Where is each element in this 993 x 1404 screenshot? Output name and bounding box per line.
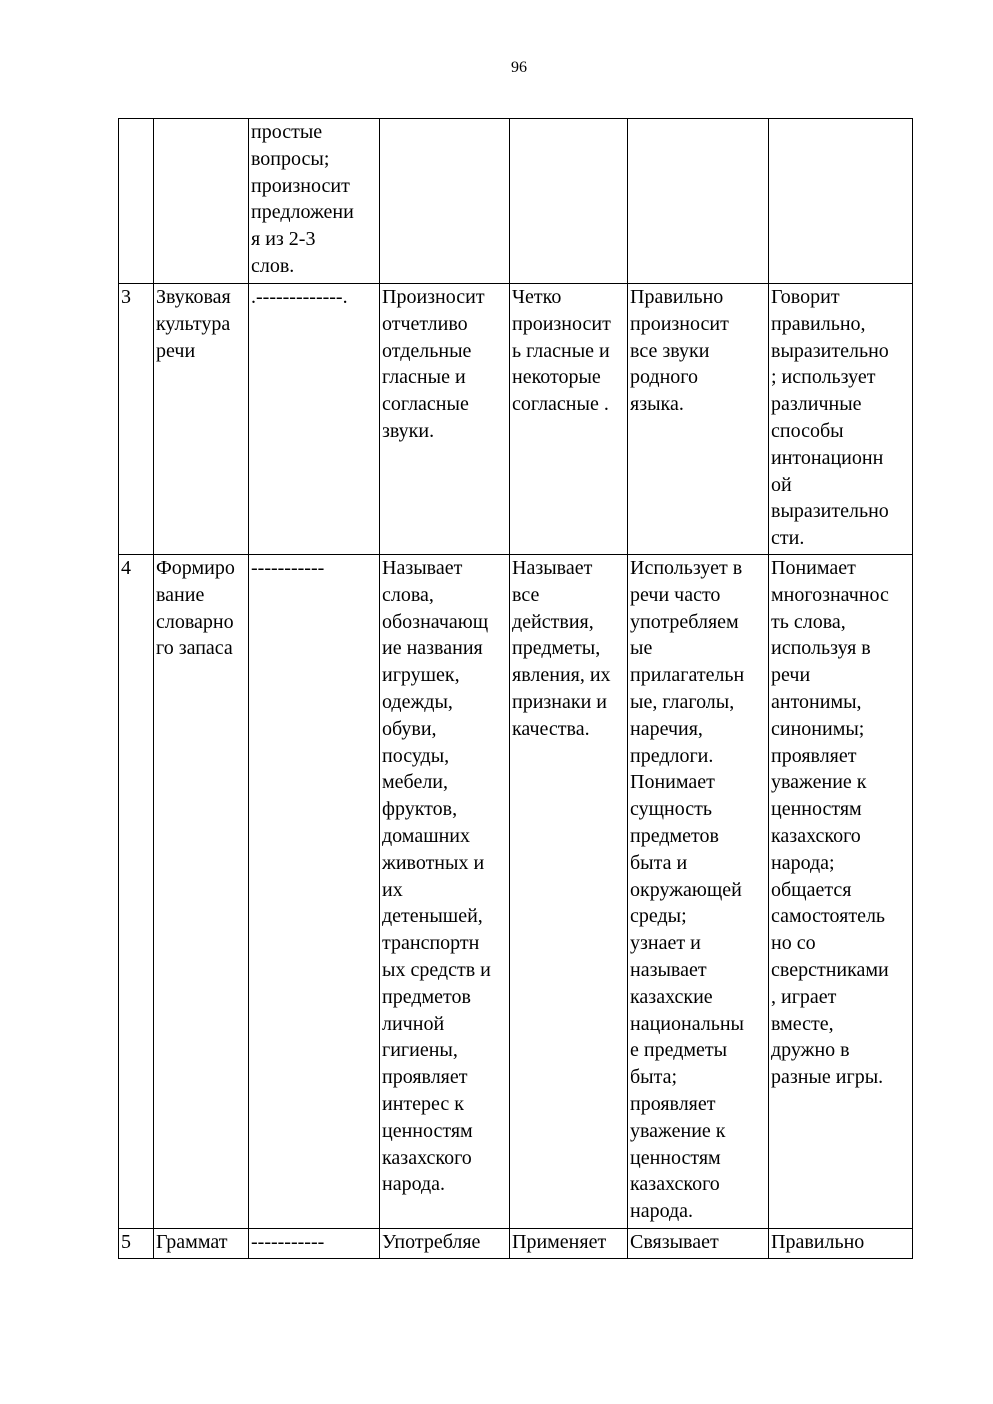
table-cell: Говорит правильно, выразительно ; использует различные способы интонационн ой выразительно сти. [769, 284, 913, 555]
table-cell: Употребляе [380, 1229, 510, 1259]
row-number-cell: 3 [119, 284, 154, 555]
table-cell: ----------- [249, 555, 380, 1229]
table-cell: ----------- [249, 1229, 380, 1259]
row-number-cell [119, 119, 154, 284]
table-cell: Четко произносит ь гласные и некоторые согласные . [510, 284, 628, 555]
row-number-cell: 5 [119, 1229, 154, 1259]
table-cell: Использует в речи часто употребляем ые прилагательн ые, глаголы, наречия, предлоги. Понимает сущность предметов быта и окружающей среды; узнает и называет казахские национальны е предметы быта; проявляет уважение к ценностям казахского народа. [628, 555, 769, 1229]
program-table [118, 118, 913, 1259]
table-row [119, 119, 913, 284]
table-cell [510, 119, 628, 284]
table-row [119, 1229, 913, 1259]
table-cell: Правильно произносит все звуки родного языка. [628, 284, 769, 555]
table-cell: Произносит отчетливо отдельные гласные и согласные звуки. [380, 284, 510, 555]
table-cell: Называет слова, обозначающ ие названия игрушек, одежды, обуви, посуды, мебели, фруктов, домашних животных и их детенышей, транспортн ых средств и предметов личной гигиены, проявляет интерес к ценностям казахского народа. [380, 555, 510, 1229]
table-cell [628, 119, 769, 284]
table-row [119, 555, 913, 1229]
section-cell: Звуковая культура речи [154, 284, 249, 555]
table-cell: Понимает многозначнос ть слова, используя в речи антонимы, синонимы; проявляет уважение к ценностям казахского народа; общается самостоятель но со сверстниками , играет вместе, дружно в разные игры. [769, 555, 913, 1229]
section-cell: Формиро вание словарно го запаса [154, 555, 249, 1229]
row-number-cell: 4 [119, 555, 154, 1229]
section-cell: Граммат [154, 1229, 249, 1259]
table-cell: .-------------. [249, 284, 380, 555]
table-cell: простые вопросы; произносит предложени я из 2-3 слов. [249, 119, 380, 284]
table-cell [380, 119, 510, 284]
table-cell: Правильно [769, 1229, 913, 1259]
table-cell: Применяет [510, 1229, 628, 1259]
section-cell [154, 119, 249, 284]
table-row [119, 284, 913, 555]
table-cell: Связывает [628, 1229, 769, 1259]
table-cell [769, 119, 913, 284]
page-number: 96 [511, 59, 527, 76]
table-cell: Называет все действия, предметы, явления, их признаки и качества. [510, 555, 628, 1229]
